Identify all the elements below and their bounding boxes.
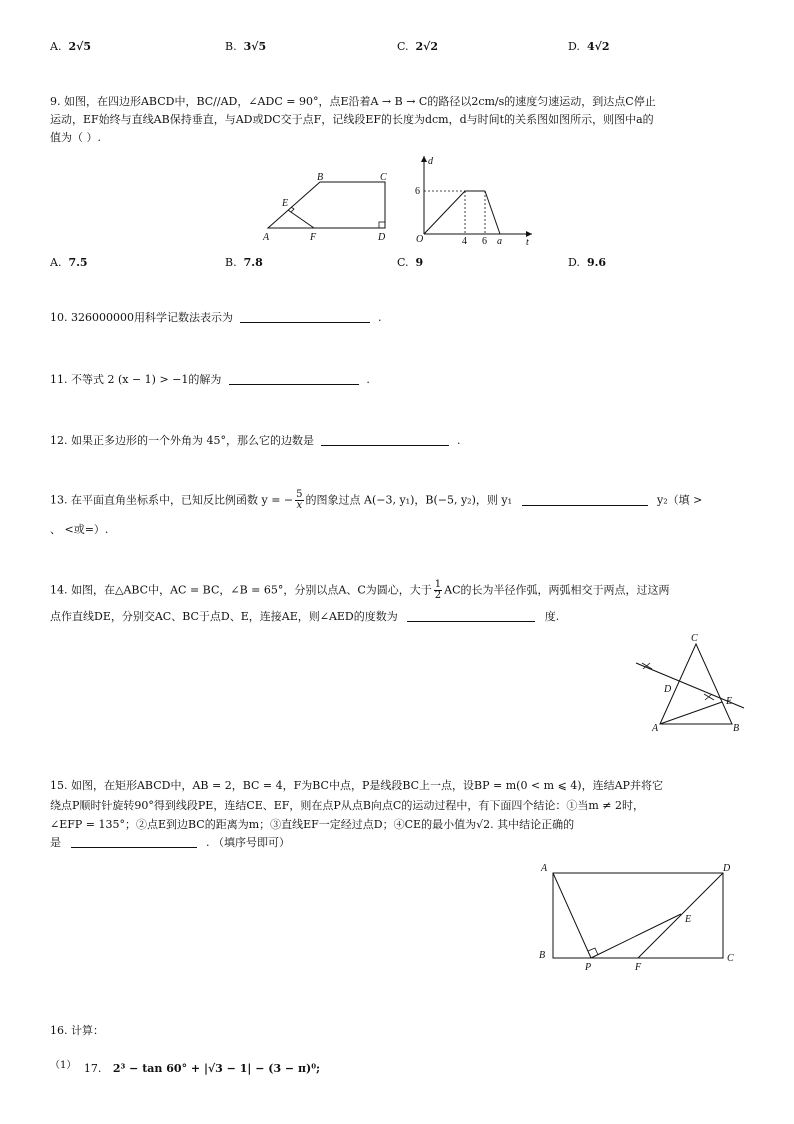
option-value: 7.8 — [243, 256, 263, 269]
option-letter: C. — [397, 256, 409, 269]
q9-option-a — [50, 256, 88, 269]
axis-d-label: d — [428, 156, 433, 167]
label-c: C — [691, 633, 698, 644]
q14-answer-blank[interactable] — [407, 610, 535, 622]
q11-text: 11. 不等式 2 (x − 1) > −1的解为 — [50, 373, 222, 386]
option-letter: D. — [568, 256, 580, 269]
q15-stem-line1: 15. 如图，在矩形ABCD中，AB = 2，BC = 4，F为BC中点，P是线段BC上一点，设BP = m(0 < m ⩽ 4)，连结AP并将它 — [50, 779, 663, 792]
q10-text: 10. 326000000用科学记数法表示为 — [50, 311, 233, 324]
label-b: B — [733, 723, 740, 734]
q12-answer-blank[interactable] — [321, 434, 449, 446]
q12-end: . — [456, 434, 461, 447]
option-value: 3√5 — [243, 40, 267, 53]
q9-trapezoid-figure — [258, 170, 393, 245]
q10-end: . — [377, 311, 382, 324]
fraction-numerator: 1 — [434, 579, 442, 590]
q13-mid: 的图象过点 A(−3, y₁)，B(−5, y₂)，则 y₁ — [305, 493, 512, 507]
label-p: P — [585, 962, 592, 973]
q14-mid: AC的长为半径作弧，两弧相交于两点，过这两 — [444, 583, 670, 597]
y-tick-6: 6 — [415, 186, 420, 197]
label-a: A — [541, 863, 548, 874]
option-value: 9.6 — [586, 256, 607, 269]
axis-t-label: t — [526, 237, 529, 247]
q9-option-d — [568, 256, 606, 269]
label-a: A — [652, 723, 659, 734]
q14-pre: 14. 如图，在△ABC中，AC = BC，∠B = 65°，分别以点A、C为圆心，大于 — [50, 583, 432, 597]
option-letter: C. — [397, 40, 409, 53]
label-f: F — [310, 232, 317, 243]
q8-option-a — [50, 40, 91, 53]
q9-stem-line1: 9. 如图，在四边形ABCD中，BC//AD，∠ADC = 90°，点E沿着A → B → C的路径以2cm/s的速度匀速运动，到达点C停止 — [50, 95, 656, 108]
q14-line1 — [50, 580, 669, 601]
label-e: E — [726, 696, 733, 707]
q16-title: 16. 计算： — [50, 1024, 104, 1037]
option-value: 9 — [415, 256, 424, 269]
q13 — [50, 490, 702, 511]
q14-line2-text: 点作直线DE，分别交AC、BC于点D、E，连接AE，则∠AED的度数为 — [50, 610, 398, 623]
q11-answer-blank[interactable] — [229, 373, 359, 385]
q9-option-b — [225, 256, 263, 269]
x-tick-a: a — [497, 236, 502, 247]
q8-option-c — [397, 40, 438, 53]
q15-answer-blank[interactable] — [71, 836, 197, 848]
q8-option-b — [225, 40, 266, 53]
q13-pre: 13. 在平面直角坐标系中，已知反比例函数 y = − — [50, 493, 294, 507]
option-value: 2√2 — [415, 40, 439, 53]
q14-fraction — [434, 580, 442, 601]
label-e: E — [282, 198, 289, 209]
label-c: C — [380, 172, 387, 183]
option-value: 2√5 — [68, 40, 91, 53]
fraction-numerator: 5 — [296, 489, 303, 500]
q16-part1 — [50, 1056, 320, 1075]
q15-stem-line3: ∠EFP = 135°；②点E到边BC的距离为m；③直线EF一定经过点D；④CE的最小值为√2. 其中结论正确的 — [50, 818, 575, 831]
q12 — [50, 432, 460, 448]
q15-rectangle-figure — [535, 858, 745, 973]
q13-fraction — [295, 490, 303, 511]
q13-post: y₂（填 > — [657, 493, 703, 507]
q9-stem-line2: 运动，EF始终与直线AB保持垂直，与AD或DC交于点F，记线段EF的长度为dcm，d与时间t的关系图如图所示，则图中a的 — [50, 113, 654, 126]
option-letter: D. — [568, 40, 580, 53]
q15-line4-pre: 是 — [50, 836, 61, 849]
x-tick-6: 6 — [482, 236, 487, 247]
q14-triangle-figure — [630, 630, 750, 735]
label-d: D — [378, 232, 386, 243]
label-e: E — [685, 914, 692, 925]
q14-end: 度. — [544, 610, 560, 623]
option-value: 4√2 — [586, 40, 610, 53]
q15-stem-line2: 绕点P顺时针旋转90°得到线段PE，连结CE、EF，则在点P从点B向点C的运动过程中，有下面四个结论：①当m ≠ 2时， — [50, 799, 644, 812]
q10-answer-blank[interactable] — [240, 311, 370, 323]
q13-answer-blank[interactable] — [522, 494, 648, 506]
q16-expr-number: 17. — [83, 1062, 102, 1075]
label-b: B — [317, 172, 324, 183]
option-letter: B. — [225, 256, 237, 269]
label-b: B — [539, 950, 546, 961]
q13-line2: 、 <或=）. — [50, 523, 109, 536]
q9-stem-line3: 值为（ ）. — [50, 131, 101, 144]
label-c: C — [727, 953, 734, 964]
q14-line2 — [50, 608, 559, 624]
option-letter: A. — [50, 256, 62, 269]
q12-text: 12. 如果正多边形的一个外角为 45°，那么它的边数是 — [50, 434, 314, 447]
origin-label: O — [416, 234, 424, 245]
label-d: D — [664, 684, 672, 695]
label-d: D — [723, 863, 731, 874]
q11 — [50, 371, 370, 387]
q11-end: . — [366, 373, 370, 386]
q16-sub-label: （1） — [50, 1060, 77, 1071]
q10 — [50, 309, 381, 325]
q9-option-c — [397, 256, 423, 269]
q15-stem-line4 — [50, 833, 290, 853]
label-f: F — [635, 962, 642, 973]
option-letter: B. — [225, 40, 237, 53]
option-letter: A. — [50, 40, 62, 53]
fraction-denominator: x — [296, 500, 303, 511]
q9-graph-figure — [410, 152, 540, 247]
fraction-denominator: 2 — [434, 590, 442, 601]
label-a: A — [263, 232, 270, 243]
option-value: 7.5 — [68, 256, 88, 269]
q16-expression: 2³ − tan 60° + |√3 − 1| − (3 − π)⁰; — [112, 1062, 321, 1075]
x-tick-4: 4 — [462, 236, 467, 247]
q15-line4-post: . （填序号即可） — [206, 836, 290, 849]
q8-option-d — [568, 40, 609, 53]
